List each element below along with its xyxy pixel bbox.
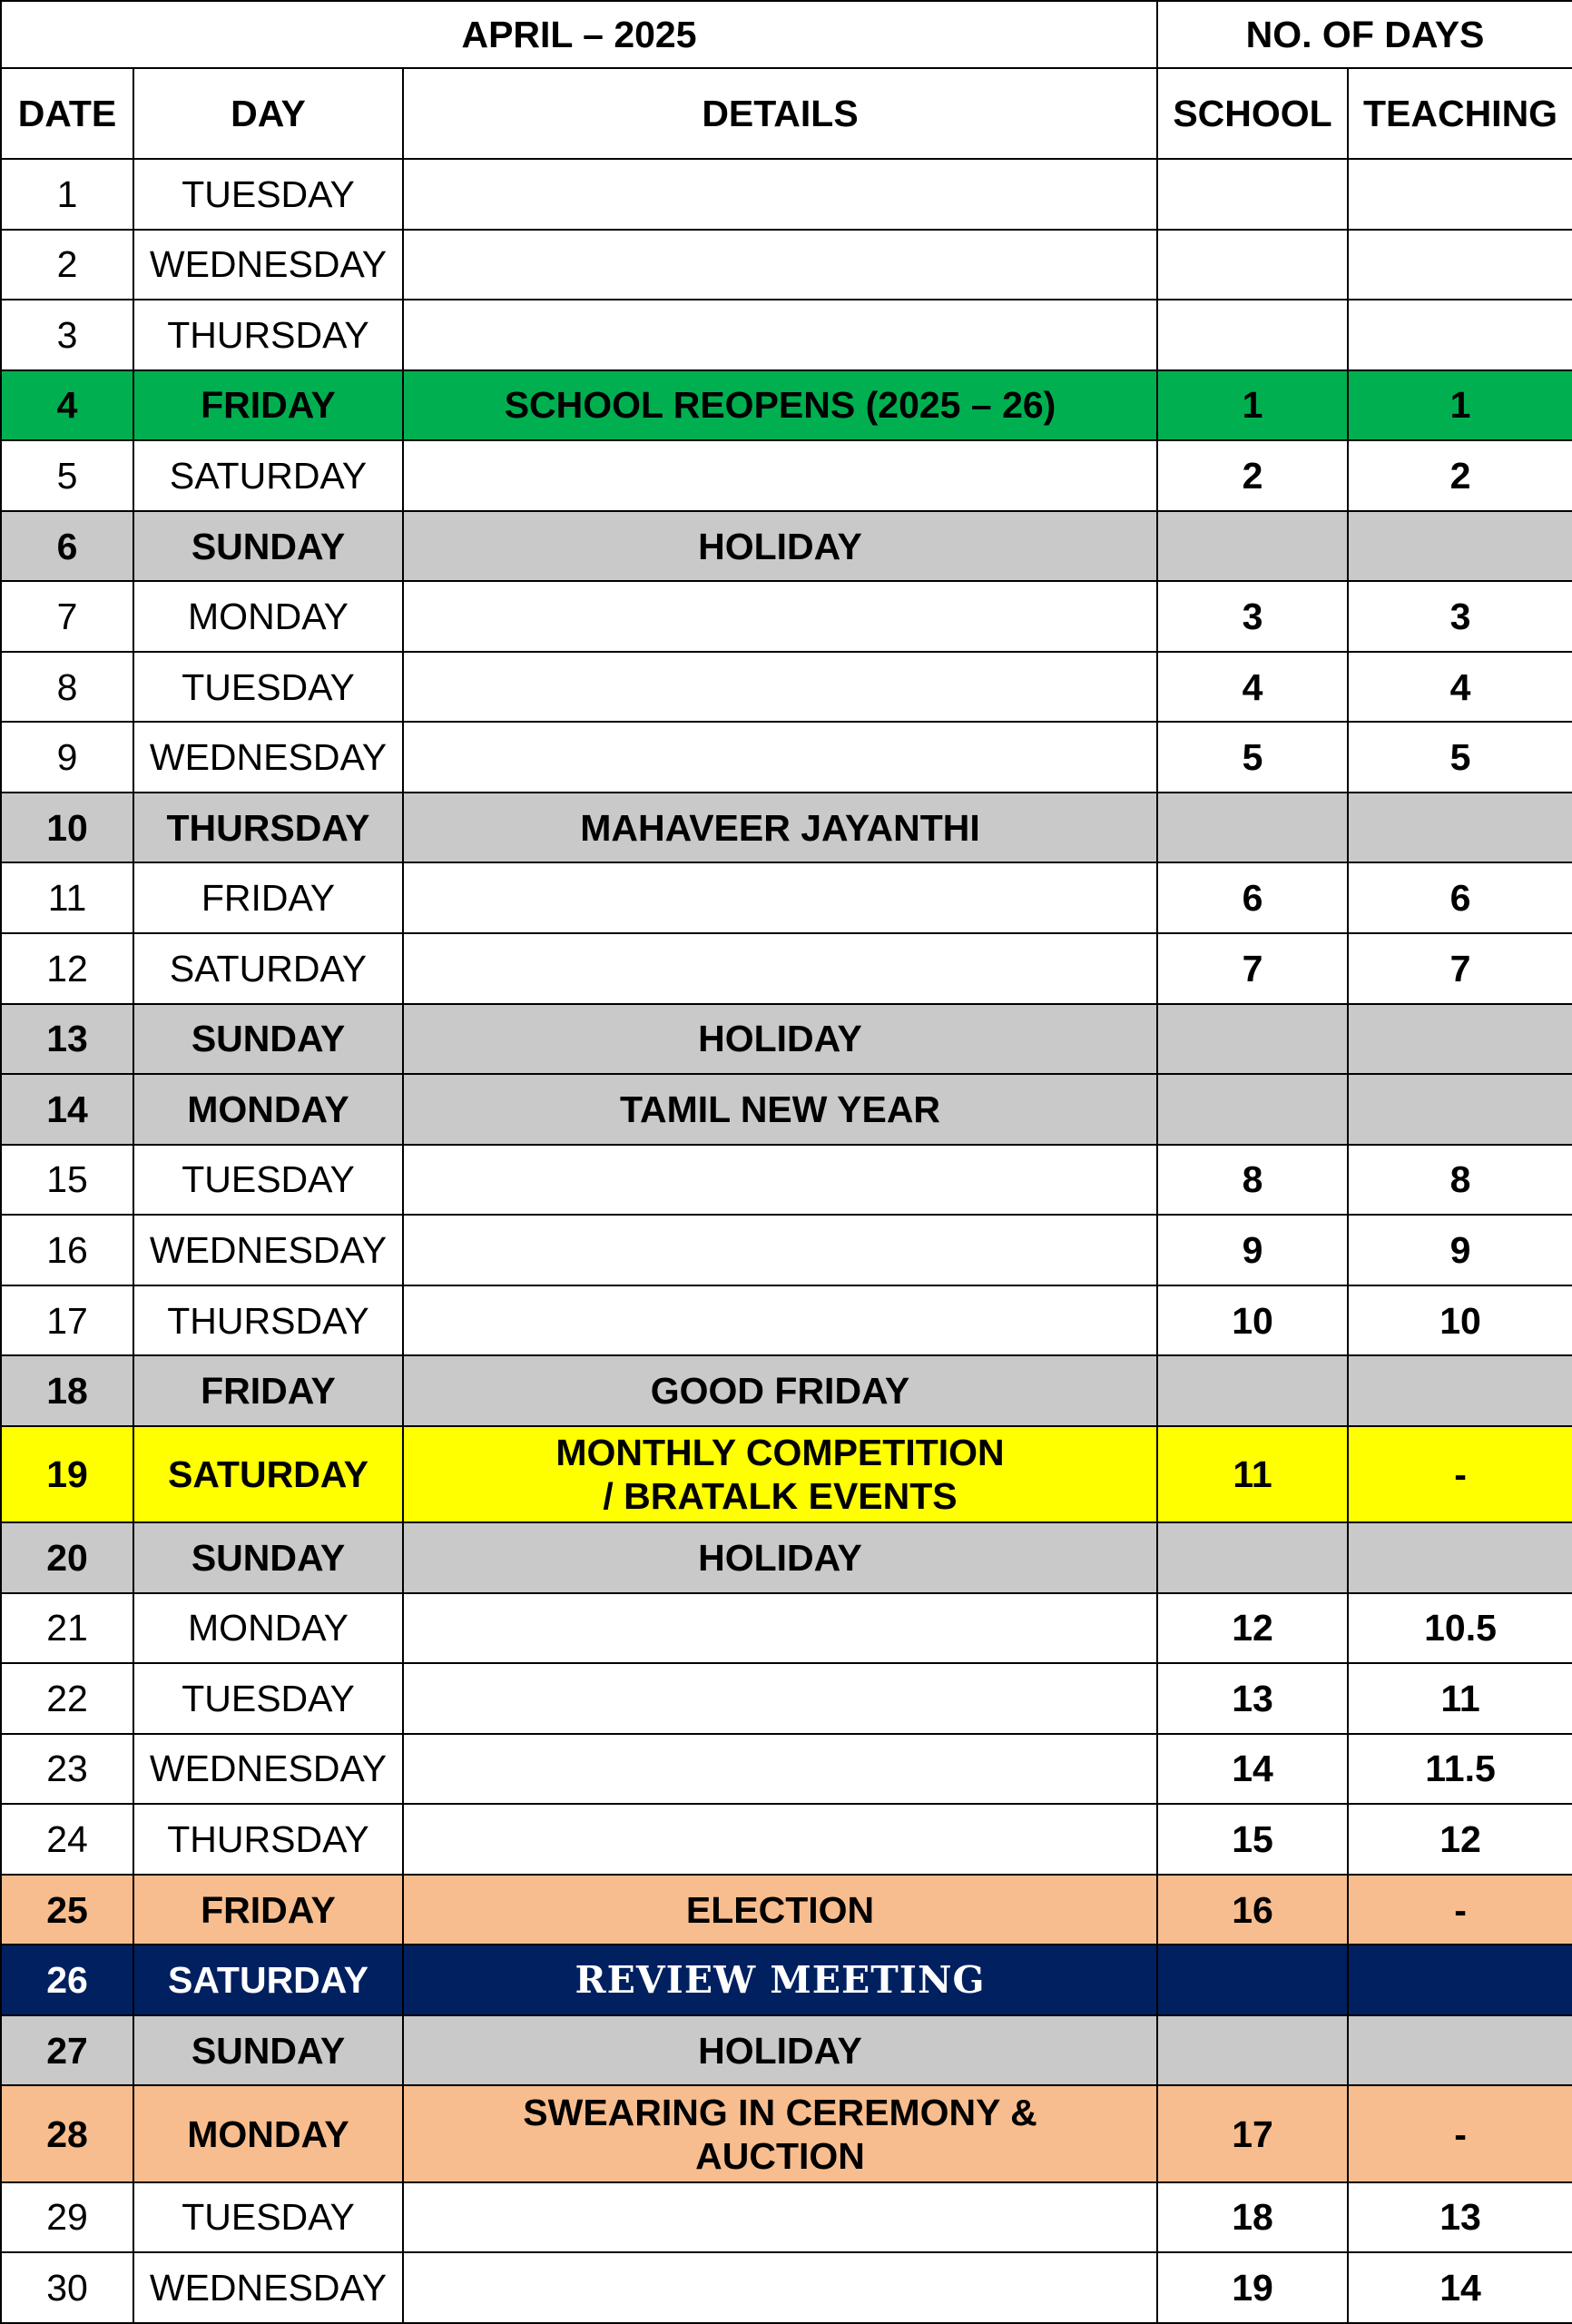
day-cell: TUESDAY — [133, 1145, 403, 1216]
date-cell: 11 — [1, 862, 133, 933]
day-cell: MONDAY — [133, 1593, 403, 1664]
table-row — [1, 581, 1572, 652]
details-cell: MONTHLY COMPETITION / BRATALK EVENTS — [403, 1426, 1157, 1522]
day-cell: MONDAY — [133, 1074, 403, 1145]
day-cell: SUNDAY — [133, 2015, 403, 2086]
teaching-days-cell: - — [1348, 1426, 1572, 1522]
details-cell: SCHOOL REOPENS (2025 – 26) — [403, 370, 1157, 441]
school-days-cell: 9 — [1157, 1215, 1348, 1285]
details-cell — [403, 1734, 1157, 1805]
teaching-days-cell: - — [1348, 1875, 1572, 1945]
date-cell: 6 — [1, 511, 133, 582]
table-row — [1, 1663, 1572, 1734]
day-cell: WEDNESDAY — [133, 722, 403, 793]
date-cell: 17 — [1, 1285, 133, 1356]
table-row — [1, 1734, 1572, 1805]
title-row — [1, 1, 1572, 68]
date-cell: 20 — [1, 1522, 133, 1593]
details-cell: REVIEW MEETING — [403, 1945, 1157, 2015]
details-cell: SWEARING IN CEREMONY & AUCTION — [403, 2085, 1157, 2181]
teaching-days-cell — [1348, 1004, 1572, 1075]
details-cell: HOLIDAY — [403, 1004, 1157, 1075]
details-cell — [403, 1804, 1157, 1875]
day-cell: WEDNESDAY — [133, 1215, 403, 1285]
teaching-days-cell: 11 — [1348, 1663, 1572, 1734]
table-row — [1, 1522, 1572, 1593]
date-cell: 4 — [1, 370, 133, 441]
date-cell: 1 — [1, 159, 133, 230]
table-row — [1, 370, 1572, 441]
table-row — [1, 1593, 1572, 1664]
month-title: APRIL – 2025 — [1, 1, 1157, 68]
day-cell: TUESDAY — [133, 159, 403, 230]
date-cell: 24 — [1, 1804, 133, 1875]
school-days-cell: 14 — [1157, 1734, 1348, 1805]
school-days-cell: 6 — [1157, 862, 1348, 933]
teaching-days-cell — [1348, 230, 1572, 300]
table-row — [1, 933, 1572, 1004]
table-row — [1, 440, 1572, 511]
school-days-cell — [1157, 1004, 1348, 1075]
details-cell — [403, 862, 1157, 933]
teaching-days-cell — [1348, 1355, 1572, 1426]
details-cell: GOOD FRIDAY — [403, 1355, 1157, 1426]
day-cell: THURSDAY — [133, 1285, 403, 1356]
table-row — [1, 1215, 1572, 1285]
school-days-cell: 17 — [1157, 2085, 1348, 2181]
details-cell — [403, 2252, 1157, 2323]
school-days-cell: 12 — [1157, 1593, 1348, 1664]
details-cell — [403, 1215, 1157, 1285]
table-row — [1, 230, 1572, 300]
school-days-cell: 1 — [1157, 370, 1348, 441]
school-days-cell — [1157, 1074, 1348, 1145]
day-column-header: DAY — [133, 68, 403, 159]
school-days-cell — [1157, 793, 1348, 863]
table-row — [1, 722, 1572, 793]
school-days-cell: 8 — [1157, 1145, 1348, 1216]
day-cell: FRIDAY — [133, 370, 403, 441]
table-row — [1, 1145, 1572, 1216]
details-cell — [403, 933, 1157, 1004]
teaching-column-header: TEACHING — [1348, 68, 1572, 159]
teaching-days-cell — [1348, 1522, 1572, 1593]
date-cell: 16 — [1, 1215, 133, 1285]
teaching-days-cell: 7 — [1348, 933, 1572, 1004]
date-cell: 3 — [1, 300, 133, 370]
date-cell: 18 — [1, 1355, 133, 1426]
school-days-cell — [1157, 1945, 1348, 2015]
date-column-header: DATE — [1, 68, 133, 159]
details-cell — [403, 1663, 1157, 1734]
school-days-cell: 3 — [1157, 581, 1348, 652]
day-cell: SATURDAY — [133, 1426, 403, 1522]
teaching-days-cell: 12 — [1348, 1804, 1572, 1875]
table-row — [1, 1945, 1572, 2015]
date-cell: 5 — [1, 440, 133, 511]
teaching-days-cell: - — [1348, 2085, 1572, 2181]
date-cell: 29 — [1, 2182, 133, 2253]
school-days-cell: 10 — [1157, 1285, 1348, 1356]
date-cell: 26 — [1, 1945, 133, 2015]
day-cell: THURSDAY — [133, 300, 403, 370]
details-cell — [403, 1593, 1157, 1664]
table-row — [1, 2182, 1572, 2253]
day-cell: TUESDAY — [133, 1663, 403, 1734]
table-row — [1, 300, 1572, 370]
column-header-row — [1, 68, 1572, 159]
day-cell: THURSDAY — [133, 1804, 403, 1875]
table-row — [1, 511, 1572, 582]
date-cell: 14 — [1, 1074, 133, 1145]
date-cell: 7 — [1, 581, 133, 652]
school-days-cell — [1157, 1355, 1348, 1426]
teaching-days-cell: 5 — [1348, 722, 1572, 793]
calendar-body — [1, 159, 1572, 2323]
teaching-days-cell: 9 — [1348, 1215, 1572, 1285]
details-cell — [403, 440, 1157, 511]
date-cell: 25 — [1, 1875, 133, 1945]
day-cell: SATURDAY — [133, 933, 403, 1004]
day-cell: FRIDAY — [133, 1355, 403, 1426]
teaching-days-cell: 13 — [1348, 2182, 1572, 2253]
details-cell — [403, 230, 1157, 300]
teaching-days-cell: 4 — [1348, 652, 1572, 723]
teaching-days-cell — [1348, 159, 1572, 230]
date-cell: 12 — [1, 933, 133, 1004]
table-row — [1, 1875, 1572, 1945]
table-row — [1, 862, 1572, 933]
details-cell: HOLIDAY — [403, 511, 1157, 582]
date-cell: 10 — [1, 793, 133, 863]
teaching-days-cell: 10.5 — [1348, 1593, 1572, 1664]
details-cell — [403, 581, 1157, 652]
date-cell: 2 — [1, 230, 133, 300]
teaching-days-cell — [1348, 1074, 1572, 1145]
teaching-days-cell: 6 — [1348, 862, 1572, 933]
details-cell: ELECTION — [403, 1875, 1157, 1945]
school-days-cell: 15 — [1157, 1804, 1348, 1875]
date-cell: 8 — [1, 652, 133, 723]
details-cell: TAMIL NEW YEAR — [403, 1074, 1157, 1145]
table-row — [1, 1285, 1572, 1356]
table-row — [1, 2252, 1572, 2323]
date-cell: 23 — [1, 1734, 133, 1805]
table-row — [1, 159, 1572, 230]
no-of-days-header: NO. OF DAYS — [1157, 1, 1572, 68]
school-days-cell: 2 — [1157, 440, 1348, 511]
school-days-cell: 7 — [1157, 933, 1348, 1004]
date-cell: 13 — [1, 1004, 133, 1075]
date-cell: 19 — [1, 1426, 133, 1522]
teaching-days-cell: 10 — [1348, 1285, 1572, 1356]
table-row — [1, 1074, 1572, 1145]
date-cell: 27 — [1, 2015, 133, 2086]
day-cell: WEDNESDAY — [133, 1734, 403, 1805]
day-cell: MONDAY — [133, 581, 403, 652]
teaching-days-cell — [1348, 793, 1572, 863]
day-cell: SUNDAY — [133, 1004, 403, 1075]
details-cell: HOLIDAY — [403, 1522, 1157, 1593]
table-row — [1, 1426, 1572, 1522]
teaching-days-cell — [1348, 511, 1572, 582]
details-cell — [403, 652, 1157, 723]
day-cell: SUNDAY — [133, 1522, 403, 1593]
table-row — [1, 652, 1572, 723]
school-days-cell: 18 — [1157, 2182, 1348, 2253]
day-cell: SUNDAY — [133, 511, 403, 582]
table-row — [1, 793, 1572, 863]
date-cell: 9 — [1, 722, 133, 793]
day-cell: FRIDAY — [133, 862, 403, 933]
details-cell — [403, 722, 1157, 793]
school-column-header: SCHOOL — [1157, 68, 1348, 159]
school-days-cell — [1157, 159, 1348, 230]
day-cell: TUESDAY — [133, 652, 403, 723]
day-cell: FRIDAY — [133, 1875, 403, 1945]
table-row — [1, 2085, 1572, 2181]
teaching-days-cell: 11.5 — [1348, 1734, 1572, 1805]
day-cell: WEDNESDAY — [133, 2252, 403, 2323]
date-cell: 30 — [1, 2252, 133, 2323]
date-cell: 22 — [1, 1663, 133, 1734]
details-cell: HOLIDAY — [403, 2015, 1157, 2086]
teaching-days-cell: 14 — [1348, 2252, 1572, 2323]
table-row — [1, 2015, 1572, 2086]
teaching-days-cell: 8 — [1348, 1145, 1572, 1216]
school-days-cell — [1157, 511, 1348, 582]
school-days-cell — [1157, 1522, 1348, 1593]
school-days-cell: 11 — [1157, 1426, 1348, 1522]
details-cell — [403, 300, 1157, 370]
details-cell — [403, 2182, 1157, 2253]
date-cell: 21 — [1, 1593, 133, 1664]
details-cell — [403, 159, 1157, 230]
details-column-header: DETAILS — [403, 68, 1157, 159]
day-cell: MONDAY — [133, 2085, 403, 2181]
day-cell: THURSDAY — [133, 793, 403, 863]
school-days-cell: 5 — [1157, 722, 1348, 793]
details-cell: MAHAVEER JAYANTHI — [403, 793, 1157, 863]
day-cell: SATURDAY — [133, 1945, 403, 2015]
table-row — [1, 1804, 1572, 1875]
teaching-days-cell: 1 — [1348, 370, 1572, 441]
details-cell — [403, 1145, 1157, 1216]
table-row — [1, 1004, 1572, 1075]
date-cell: 15 — [1, 1145, 133, 1216]
day-cell: WEDNESDAY — [133, 230, 403, 300]
teaching-days-cell — [1348, 300, 1572, 370]
school-days-cell: 16 — [1157, 1875, 1348, 1945]
school-days-cell — [1157, 2015, 1348, 2086]
day-cell: SATURDAY — [133, 440, 403, 511]
school-days-cell — [1157, 230, 1348, 300]
school-days-cell: 4 — [1157, 652, 1348, 723]
teaching-days-cell — [1348, 2015, 1572, 2086]
details-cell — [403, 1285, 1157, 1356]
day-cell: TUESDAY — [133, 2182, 403, 2253]
teaching-days-cell — [1348, 1945, 1572, 2015]
school-days-cell: 13 — [1157, 1663, 1348, 1734]
table-row — [1, 1355, 1572, 1426]
date-cell: 28 — [1, 2085, 133, 2181]
school-days-cell: 19 — [1157, 2252, 1348, 2323]
school-days-cell — [1157, 300, 1348, 370]
teaching-days-cell: 2 — [1348, 440, 1572, 511]
teaching-days-cell: 3 — [1348, 581, 1572, 652]
